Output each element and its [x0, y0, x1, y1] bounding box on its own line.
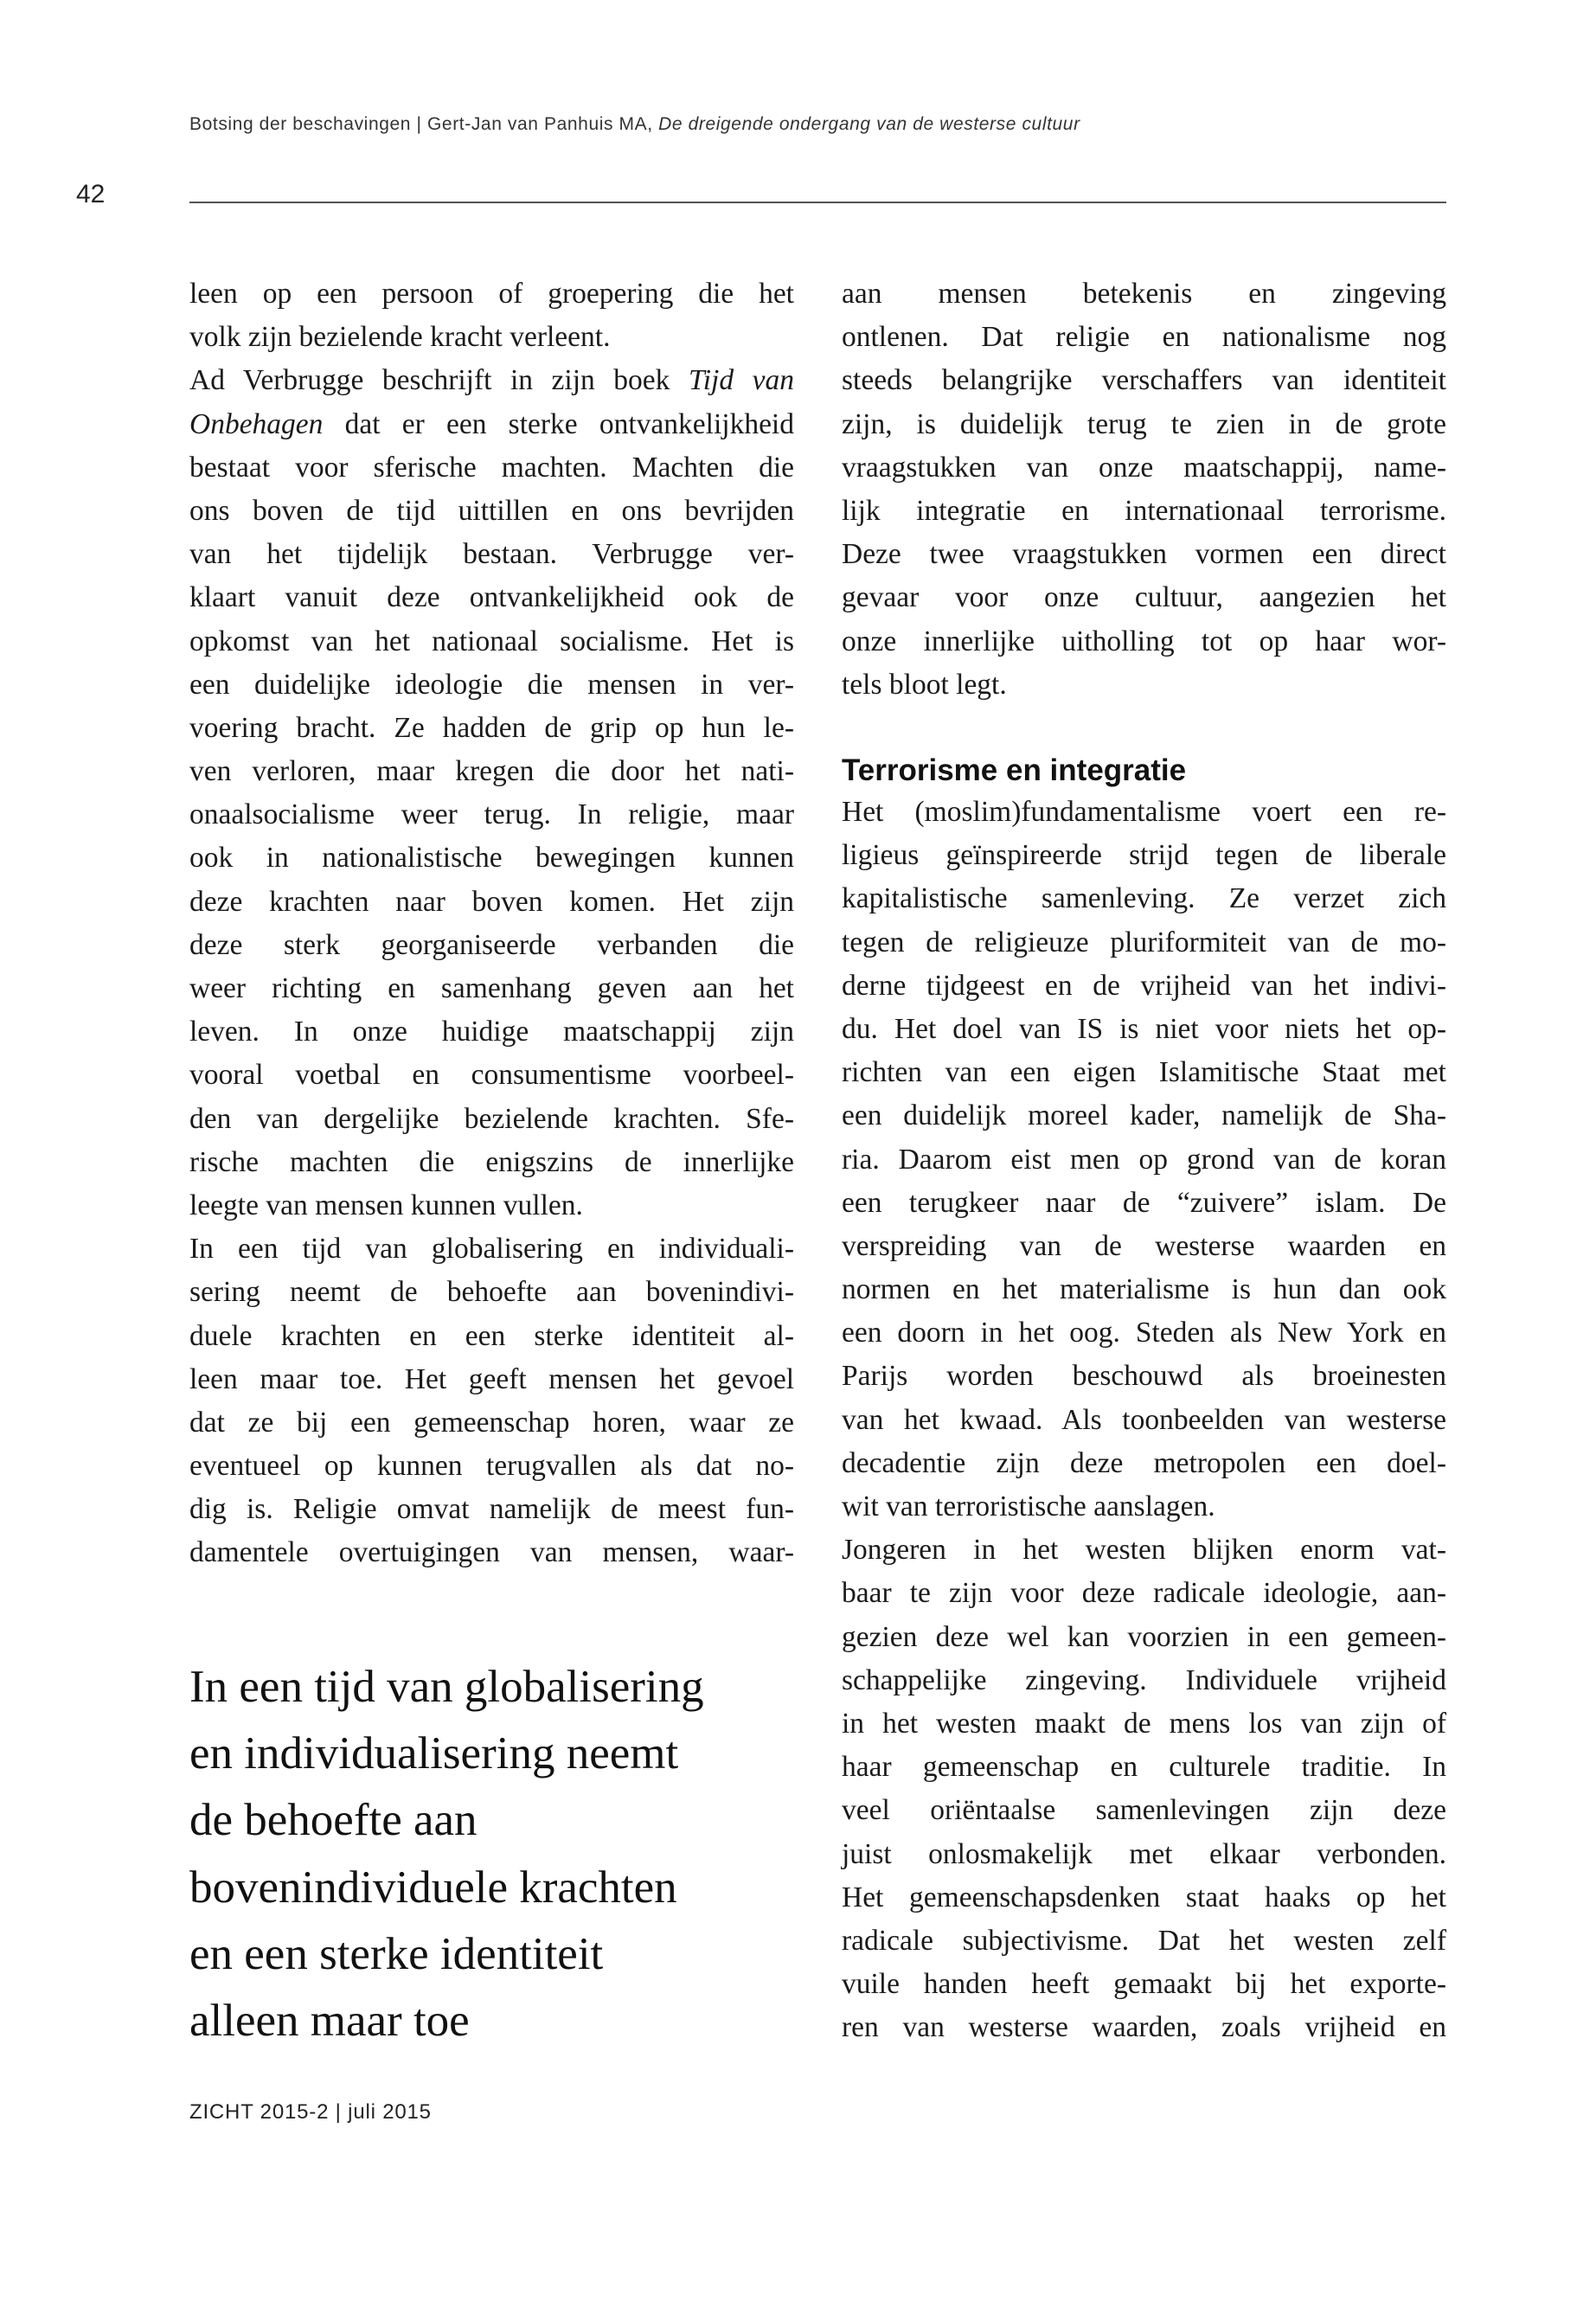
section-heading: Terrorisme en integratie [842, 753, 1187, 787]
text-line: weer richting en samenhang geven aan het [189, 972, 794, 1004]
text-line: haar gemeenschap en culturele traditie. In [842, 1751, 1446, 1784]
text-line: sering neemt de behoefte aan bovenindivi- [189, 1276, 794, 1309]
text-line: leegte van mensen kunnen vullen. [189, 1189, 583, 1221]
text-line: kapitalistische samenleving. Ze verzet zich [842, 882, 1446, 915]
text-line: ook in nationalistische bewegingen kunnen [189, 842, 794, 875]
text-line: gevaar voor onze cultuur, aangezien het [842, 581, 1446, 614]
book-title: Tijd van [688, 364, 794, 397]
text-line: schappelijke zingeving. Individuele vrijheid [842, 1663, 1446, 1696]
text-line: vraagstukken van onze maatschappij, name- [842, 451, 1446, 484]
text-line: eventueel op kunnen terugvallen als dat no- [189, 1450, 794, 1483]
text-line: decadentie zijn deze metropolen een doel- [842, 1446, 1446, 1479]
text-line: Het gemeenschapsdenken staat haaks op het [842, 1881, 1446, 1913]
text-line: derne tijdgeest en de vrijheid van het indivi- [842, 969, 1446, 1002]
text-line: een doorn in het oog. Steden als New York en [842, 1317, 1446, 1349]
text-line: voering bracht. Ze hadden de grip op hun le- [189, 711, 794, 744]
text-line: Het (moslim)fundamentalisme voert een re- [842, 796, 1446, 828]
text-line: vooral voetbal en consumentisme voorbeel- [189, 1059, 794, 1092]
text-line: Deze twee vraagstukken vormen een direct [842, 538, 1446, 571]
pull-quote-line: bovenindividuele krachten [189, 1862, 677, 1913]
text-line: in het westen maakt de mens los van zijn of [842, 1707, 1446, 1740]
text-segment: Ad Verbrugge beschrijft in zijn boek [189, 364, 689, 397]
text-line: leven. In onze huidige maatschappij zijn [189, 1016, 794, 1048]
text-line: ven verloren, maar kregen die door het nati- [189, 755, 794, 788]
pull-quote-line: alleen maar toe [189, 1996, 470, 2047]
text-line: tegen de religieuze pluriformiteit van de mo- [842, 926, 1446, 958]
text-line [189, 359, 794, 402]
right-column-bottom [842, 791, 1446, 2049]
text-line [189, 403, 794, 446]
text-line: In een tijd van globalisering en individuali- [189, 1233, 794, 1266]
text-line: ontlenen. Dat religie en nationalisme nog [842, 321, 1446, 354]
text-line: een terugkeer naar de “zuivere” islam. De [842, 1186, 1446, 1219]
text-line: rische machten die enigszins de innerlijke [189, 1145, 794, 1178]
text-line: zijn, is duidelijk terug te zien in de grote [842, 407, 1446, 440]
running-header-title: Botsing der beschavingen | Gert-Jan van Panhuis MA, [189, 114, 659, 134]
text-line: van het tijdelijk bestaan. Verbrugge ver- [189, 538, 794, 571]
text-line: duele krachten en een sterke identiteit al- [189, 1319, 794, 1352]
right-column-top [842, 272, 1446, 707]
text-line: een duidelijke ideologie die mensen in ver- [189, 668, 794, 701]
pull-quote-line: de behoefte aan [189, 1795, 478, 1846]
text-line: damentele overtuigingen van mensen, waar- [189, 1536, 794, 1569]
text-line: leen maar toe. Het geeft mensen het gevoel [189, 1362, 794, 1395]
text-line: een duidelijk moreel kader, namelijk de Sha- [842, 1099, 1446, 1132]
pull-quote-line: In een tijd van globalisering [189, 1662, 704, 1712]
running-header-article-title: De dreigende ondergang van de westerse cultuur [658, 114, 1080, 134]
text-line: leen op een persoon of groepering die het [189, 278, 794, 310]
text-line: Jongeren in het westen blijken enorm vat- [842, 1534, 1446, 1567]
text-line: volk zijn bezielende kracht verleent. [189, 321, 611, 354]
text-line: ligieus geïnspireerde strijd tegen de liberale [842, 839, 1446, 872]
text-line: verspreiding van de westerse waarden en [842, 1229, 1446, 1262]
text-line: onaalsocialisme weer terug. In religie, maar [189, 798, 794, 831]
text-line: juist onlosmakelijk met elkaar verbonden. [842, 1837, 1446, 1870]
page-number: 42 [76, 180, 106, 208]
text-line: opkomst van het nationaal socialisme. Het is [189, 625, 794, 657]
text-line: radicale subjectivisme. Dat het westen zelf [842, 1924, 1446, 1957]
text-line: baar te zijn voor deze radicale ideologie, aan- [842, 1577, 1446, 1610]
text-line: klaart vanuit deze ontvankelijkheid ook de [189, 581, 794, 614]
text-line: dat ze bij een gemeenschap horen, waar ze [189, 1406, 794, 1439]
text-line: van het kwaad. Als toonbeelden van westerse [842, 1403, 1446, 1436]
pull-quote [189, 1654, 812, 2054]
text-line: lijk integratie en internationaal terrorisme. [842, 494, 1446, 527]
text-line: normen en het materialisme is hun dan ook [842, 1273, 1446, 1306]
text-line: gezien deze wel kan voorzien in een gemeen- [842, 1620, 1446, 1653]
text-line: veel oriëntaalse samenlevingen zijn deze [842, 1794, 1446, 1827]
text-line: tels bloot legt. [842, 668, 1007, 701]
text-line: ons boven de tijd uittillen en ons bevrijden [189, 494, 794, 527]
text-line: Parijs worden beschouwd als broeinesten [842, 1360, 1446, 1393]
text-line: bestaat voor sferische machten. Machten die [189, 451, 794, 484]
left-column [189, 272, 794, 1575]
text-line: ren van westerse waarden, zoals vrijheid en [842, 2011, 1446, 2044]
text-line: den van dergelijke bezielende krachten. Sfe- [189, 1102, 794, 1135]
text-line: du. Het doel van IS is niet voor niets het op- [842, 1012, 1446, 1045]
text-line: aan mensen betekenis en zingeving [842, 278, 1446, 310]
footer-issue: ZICHT 2015-2 | juli 2015 [189, 2100, 432, 2124]
text-line: richten van een eigen Islamitische Staat met [842, 1056, 1446, 1089]
text-line: steeds belangrijke verschaffers van identiteit [842, 364, 1446, 397]
pull-quote-line: en individualisering neemt [189, 1728, 679, 1779]
text-line: dig is. Religie omvat namelijk de meest fun- [189, 1493, 794, 1526]
text-line: ria. Daarom eist men op grond van de koran [842, 1143, 1446, 1176]
text-line: wit van terroristische aanslagen. [842, 1490, 1215, 1522]
book-title: Onbehagen [189, 407, 324, 440]
running-header [189, 114, 1080, 135]
header-divider [189, 202, 1446, 203]
text-line: deze krachten naar boven komen. Het zijn [189, 885, 794, 918]
text-line: onze innerlijke uitholling tot op haar wor- [842, 625, 1446, 657]
text-segment: dat er een sterke ontvankelijkheid [323, 407, 794, 440]
pull-quote-line: en een sterke identiteit [189, 1928, 604, 1979]
text-line: deze sterk georganiseerde verbanden die [189, 928, 794, 961]
text-line: vuile handen heeft gemaakt bij het exporte- [842, 1968, 1446, 2001]
